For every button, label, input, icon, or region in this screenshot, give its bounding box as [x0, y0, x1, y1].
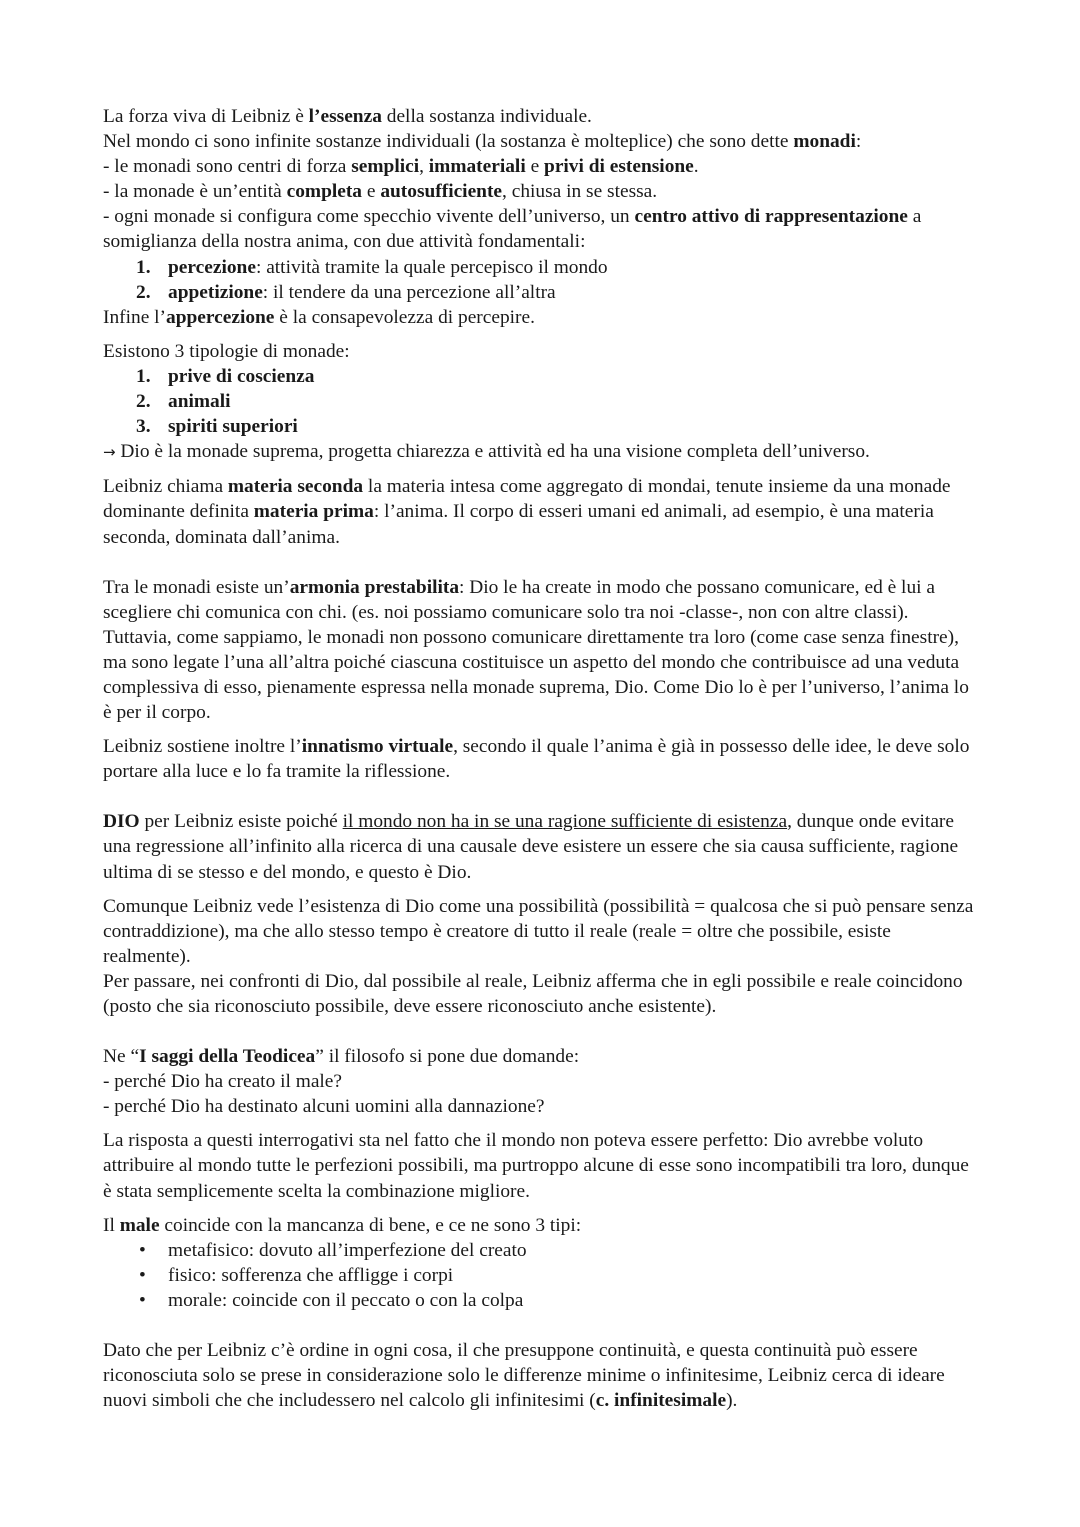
question-dannazione: - perché Dio ha destinato alcuni uomini alla dannazione?: [103, 1096, 545, 1118]
types-list: [103, 364, 980, 439]
paragraph-monade-suprema: → Dio è la monade suprema, progetta chiarezza e attività ed ha una visione completa dell’universo.: [103, 441, 870, 463]
paragraph-monadi-intro: Nel mondo ci sono infinite sostanze individuali (la sostanza è molteplice) che sono dette monadi:: [103, 131, 862, 153]
paragraph-forza-viva: La forza viva di Leibniz è l’essenza della sostanza individuale.: [103, 106, 592, 127]
line-monade-completa: - la monade è un’entità completa e autosufficiente, chiusa in se stessa.: [103, 181, 658, 203]
section-teodicea: [103, 1044, 980, 1119]
paragraph-dio: DIO per Leibniz esiste poiché il mondo non ha in se una ragione sufficiente di esistenza, dunque onde evitare una regressione all’infinito alla ricerca di una causale deve esistere un essere che sia causa sufficiente, ragione ultima di se stesso e del mondo, e questo è Dio.: [103, 811, 959, 883]
paragraph-infinitesimale: Dato che per Leibniz c’è ordine in ogni cosa, il che presuppone continuità, e questa continuità può essere riconosciuta solo se prese in considerazione solo le differenze minime o infinitesime, Leibniz cerca di ideare nuovi simboli che che includessero nel calcolo gli infinitesimi (c. infinitesimale).: [103, 1340, 945, 1412]
paragraph-tipologie-intro: Esistono 3 tipologie di monade:: [103, 340, 350, 362]
paragraph-materia: Leibniz chiama materia seconda la materia intesa come aggregato di mondai, tenute insieme da una monade dominante definita materia prima: l’anima. Il corpo di esseri umani ed animali, ad esempio, è una materia seconda, dominata dall’anima.: [103, 476, 951, 548]
paragraph-possibile-reale: Per passare, nei confronti di Dio, dal possibile al reale, Leibniz afferma che in egli possibile e reale coincidono (posto che sia riconosciuto possibile, deve essere riconosciuto anche esistente).: [103, 970, 963, 1017]
question-male: - perché Dio ha creato il male?: [103, 1071, 343, 1093]
list-item: 2. animali: [136, 391, 231, 413]
list-item: • morale: coincide con il peccato o con la colpa: [103, 1288, 980, 1313]
list-item: • metafisico: dovuto all’imperfezione del creato: [103, 1238, 980, 1263]
activities-list: [103, 255, 980, 305]
paragraph-male: Il male coincide con la mancanza di bene, e ce ne sono 3 tipi:: [103, 1214, 582, 1236]
paragraph-possibilita: Comunque Leibniz vede l’esistenza di Dio come una possibilità (possibilità = qualcosa che si può pensare senza contraddizione), ma che allo stesso tempo è creatore di tutto il reale (reale = oltre che possibile, esiste realmente).: [103, 895, 974, 967]
arrow-right-icon: →: [103, 443, 116, 462]
bullet-icon: •: [139, 1289, 146, 1311]
section-monadi: [103, 104, 980, 330]
section-possibilita: [103, 894, 980, 1019]
paragraph-armonia: Tra le monadi esiste un’armonia prestabilita: Dio le ha create in modo che possano comunicare, ed è lui a scegliere chi comunica con chi. (es. noi possiamo comunicare solo tra noi -classe-, non con altre classi). Tuttavia, come sappiamo, le monadi non possono comunicare direttamente tra loro (come case senza finestre), ma sono legate l’una all’altra poiché ciascuna costituisce un aspetto del mondo che contribuisce ad una veduta complessiva di esso, pienamente espressa nella monade suprema, Dio. Come Dio lo è per l’universo, l’anima lo è per il corpo.: [103, 576, 969, 724]
bullet-icon: •: [139, 1239, 146, 1261]
list-item: 1. prive di coscienza: [136, 365, 315, 387]
line-monade-specchio: - ogni monade si configura come specchio vivente dell’universo, un centro attivo di rappresentazione a somiglianza della nostra anima, con due attività fondamentali:: [103, 206, 922, 253]
list-item: 3. spiriti superiori: [136, 416, 298, 438]
section-male: [103, 1213, 980, 1313]
list-item: 1. percezione: attività tramite la quale percepisco il mondo: [136, 256, 608, 278]
paragraph-innatismo: Leibniz sostiene inoltre l’innatismo virtuale, secondo il quale l’anima è già in possesso delle idee, le deve solo portare alla luce e lo fa tramite la riflessione.: [103, 736, 970, 783]
list-item: • fisico: sofferenza che affligge i corpi: [103, 1263, 980, 1288]
paragraph-teodicea: Ne “I saggi della Teodicea” il filosofo si pone due domande:: [103, 1046, 580, 1068]
bullet-icon: •: [139, 1264, 146, 1286]
list-item: 2. appetizione: il tendere da una percezione all’altra: [136, 281, 556, 303]
paragraph-risposta: La risposta a questi interrogativi sta nel fatto che il mondo non poteva essere perfetto: Dio avrebbe voluto attribuire al mondo tutte le perfezioni possibili, ma purtroppo alcune di esse sono incompatibili tra loro, dunque è stata semplicemente scelta la combinazione migliore.: [103, 1130, 969, 1202]
section-tipologie: [103, 339, 980, 465]
line-monadi-centri: - le monadi sono centri di forza semplici, immateriali e privi di estensione.: [103, 156, 699, 178]
line-appercezione: Infine l’appercezione è la consapevolezza di percepire.: [103, 306, 535, 328]
evil-types-list: [103, 1238, 980, 1313]
